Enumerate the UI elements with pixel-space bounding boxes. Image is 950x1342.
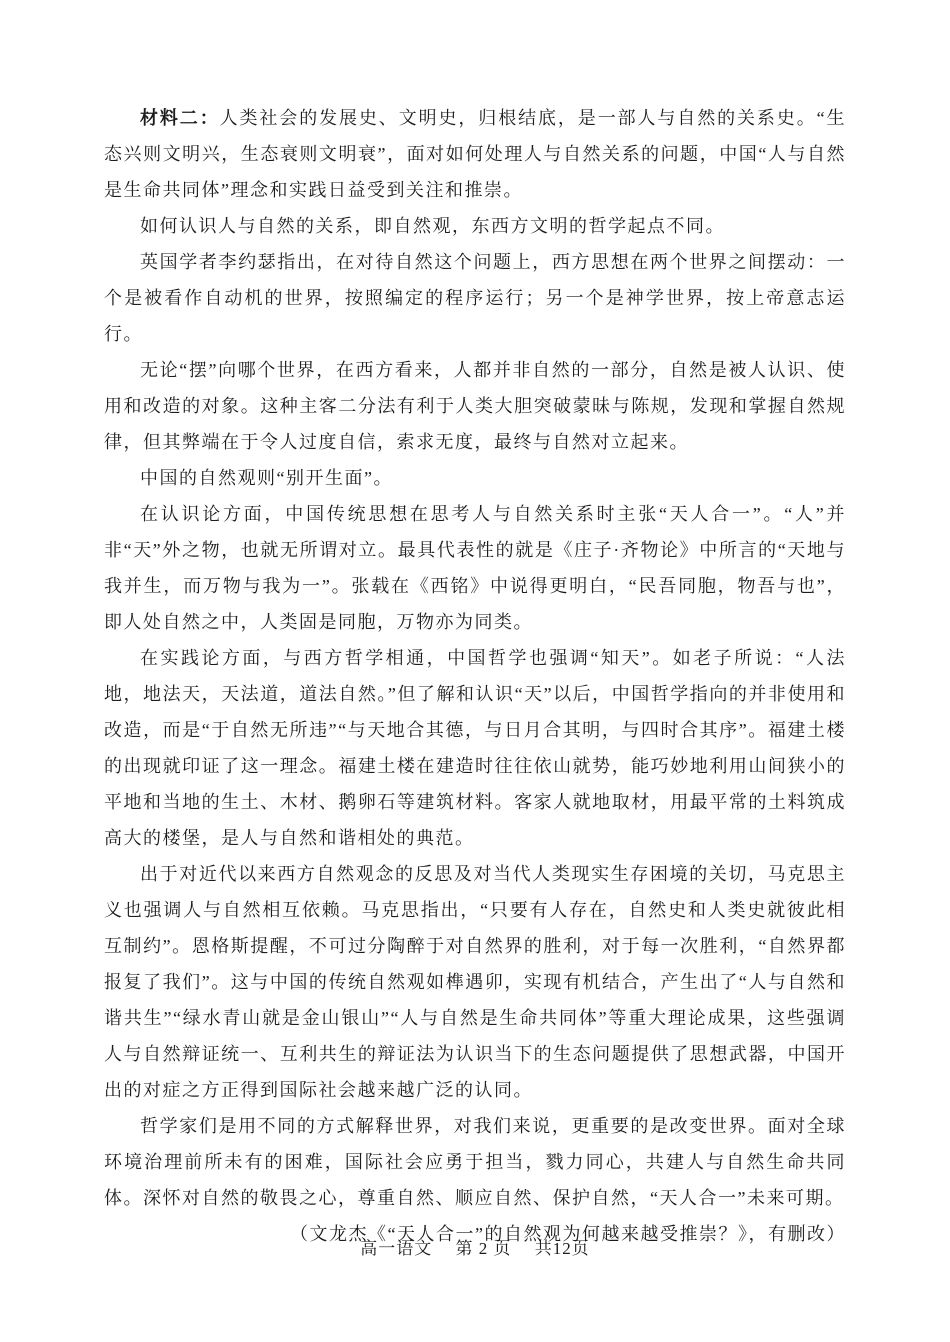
page-footer: [0, 1234, 950, 1259]
paragraph-text: 英国学者李约瑟指出，在对待自然这个问题上，西方思想在两个世界之间摆动：一个是被看作自动机的世界，按照编定的程序运行；另一个是神学世界，按上帝意志运行。: [104, 252, 846, 344]
paragraph-text: （文龙杰《“天人合一”的自然观为何越来越受推崇？》，有删改）: [290, 1224, 846, 1244]
paragraph: [104, 244, 846, 352]
paragraph: [104, 856, 846, 1108]
paragraph: [104, 1108, 846, 1216]
footer-page-number: 第 2 页: [455, 1239, 512, 1258]
paragraph: [104, 208, 846, 244]
paragraph: [104, 496, 846, 640]
footer-total-pages: 共12页: [534, 1239, 590, 1258]
paragraph-text: 在实践论方面，与西方哲学相通，中国哲学也强调“知天”。如老子所说：“人法地，地法天，天法道，道法自然。”但了解和认识“天”以后，中国哲学指向的并非使用和改造，而是“于自然无所违”“与天地合其德，与日月合其明，与四时合其序”。福建土楼的出现就印证了这一理念。福建土楼在建造时往往依山就势，能巧妙地利用山间狭小的平地和当地的生土、木材、鹅卵石等建筑材料。客家人就地取材，用最平常的土料筑成高大的楼堡，是人与自然和谐相处的典范。: [104, 648, 846, 848]
paragraph: [104, 100, 846, 208]
paragraph: [104, 460, 846, 496]
footer-course: 高一语文: [360, 1239, 433, 1258]
paragraph-text: 如何认识人与自然的关系，即自然观，东西方文明的哲学起点不同。: [140, 216, 725, 236]
paragraph-text: 中国的自然观则“别开生面”。: [140, 468, 393, 488]
paragraph-text: 无论“摆”向哪个世界，在西方看来，人都并非自然的一部分，自然是被人认识、使用和改造的对象。这种主客二分法有利于人类大胆突破蒙昧与陈规，发现和掌握自然规律，但其弊端在于令人过度自信，索求无度，最终与自然对立起来。: [104, 360, 846, 452]
document-body: [104, 100, 846, 1252]
paragraph-text: 出于对近代以来西方自然观念的反思及对当代人类现实生存困境的关切，马克思主义也强调人与自然相互依赖。马克思指出，“只要有人存在，自然史和人类史就彼此相互制约”。恩格斯提醒，不可过分陶醉于对自然界的胜利，对于每一次胜利，“自然界都报复了我们”。这与中国的传统自然观如榫遇卯，实现有机结合，产生出了“人与自然和谐共生”“绿水青山就是金山银山”“人与自然是生命共同体”等重大理论成果，这些强调人与自然辩证统一、互利共生的辩证法为认识当下的生态问题提供了思想武器，中国开出的对症之方正得到国际社会越来越广泛的认同。: [104, 864, 846, 1100]
paragraph-text: 哲学家们是用不同的方式解释世界，对我们来说，更重要的是改变世界。面对全球环境治理前所未有的困难，国际社会应勇于担当，戮力同心，共建人与自然生命共同体。深怀对自然的敬畏之心，尊重自然、顺应自然、保护自然，“天人合一”未来可期。: [104, 1116, 846, 1208]
paragraph-text: 人类社会的发展史、文明史，归根结底，是一部人与自然的关系史。“生态兴则文明兴，生态衰则文明衰”，面对如何处理人与自然关系的问题，中国“人与自然是生命共同体”理念和实践日益受到关注和推崇。: [104, 108, 846, 200]
paragraph-text: 在认识论方面，中国传统思想在思考人与自然关系时主张“天人合一”。“人”并非“天”外之物，也就无所谓对立。最具代表性的就是《庄子·齐物论》中所言的“天地与我并生，而万物与我为一”。张载在《西铭》中说得更明白，“民吾同胞，物吾与也”，即人处自然之中，人类固是同胞，万物亦为同类。: [104, 504, 846, 632]
paragraph-lead: 材料二：: [140, 108, 220, 128]
paragraph: [104, 352, 846, 460]
paragraph: [104, 640, 846, 856]
